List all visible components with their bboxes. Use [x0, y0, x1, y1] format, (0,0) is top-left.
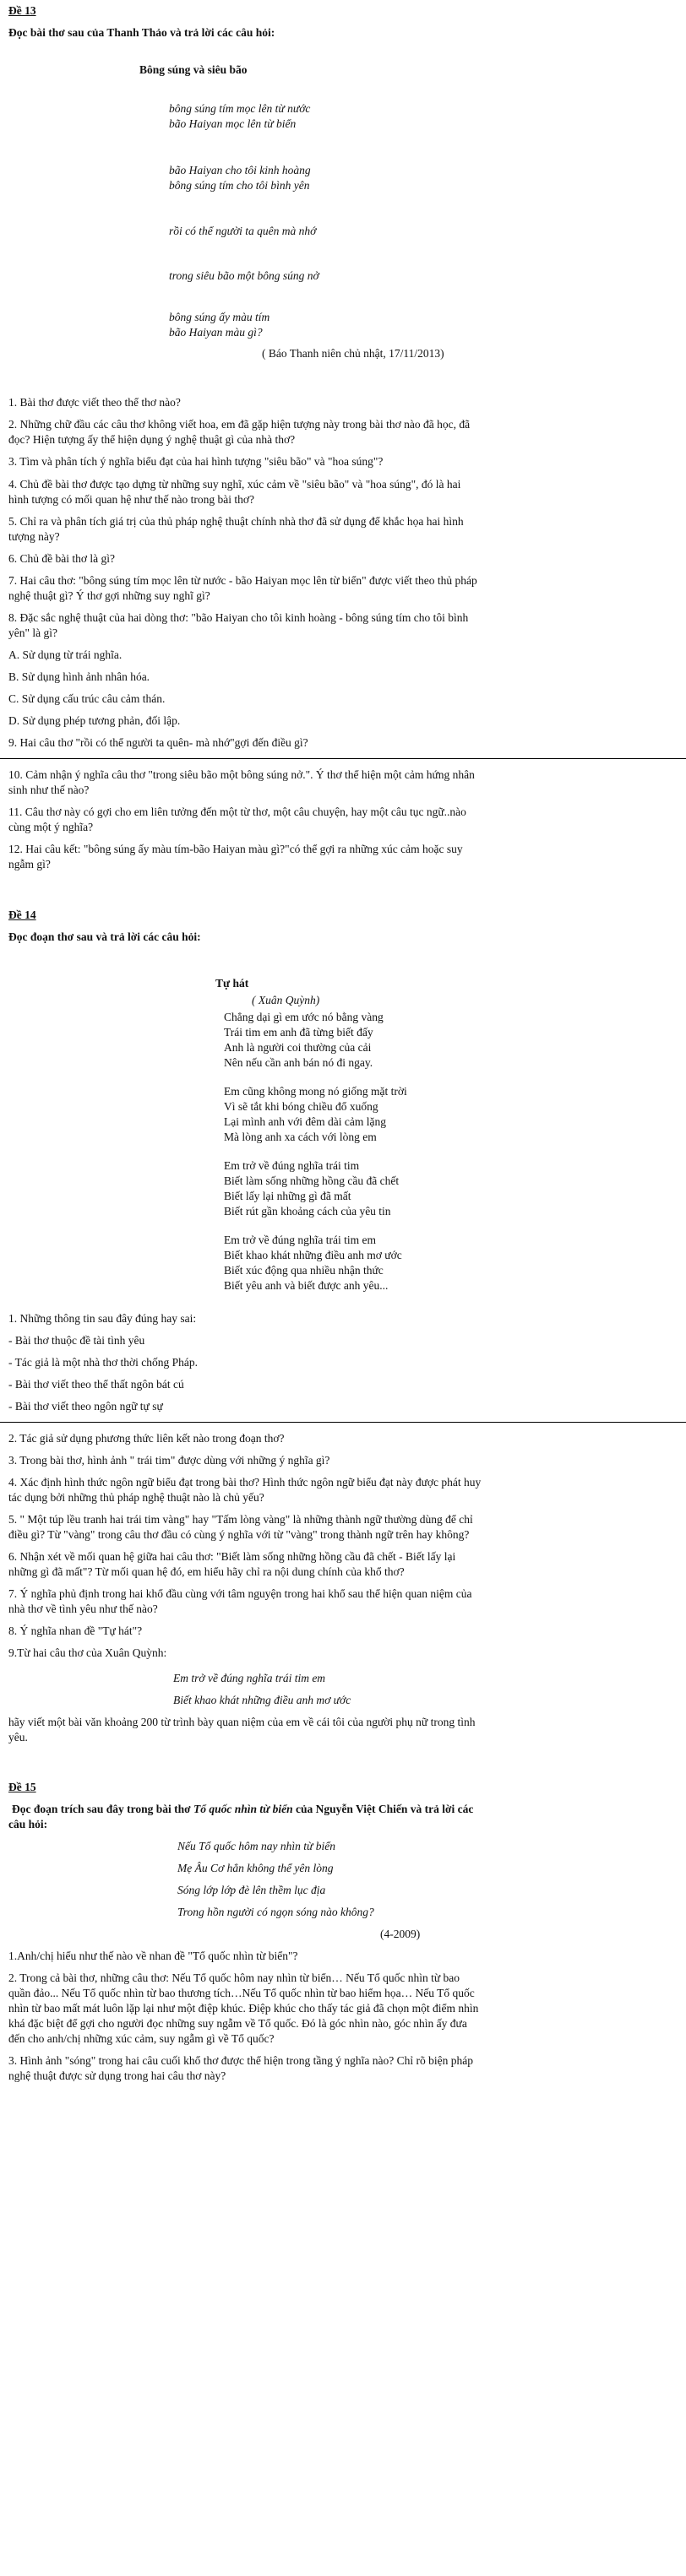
de15-question: khá đặc biệt để gợi cho người đọc những suy ngẫm về Tổ quốc. Đó là góc nhìn nào, góc nhìn ấy đưa [8, 2017, 467, 2030]
de15-question: đến cho anh/chị những xúc cảm, suy ngẫm gì về Tổ quốc? [8, 2032, 275, 2045]
de14-poem-line: Em trở về đúng nghĩa trái tim em [224, 1234, 376, 1246]
de15-poem-line: Trong hồn người có ngọn sóng nào không? [177, 1906, 374, 1918]
de14-question: 2. Tác giả sử dụng phương thức liên kết nào trong đoạn thơ? [8, 1432, 285, 1445]
de13-question: 2. Những chữ đầu các câu thơ không viết hoa, em đã gặp hiện tượng này trong bài thơ nào đã học, đã [8, 418, 471, 431]
de14-question: 8. Ý nghĩa nhan đề "Tự hát"? [8, 1624, 143, 1637]
de14-poem-line: Biết yêu anh và biết được anh yêu... [224, 1279, 389, 1292]
de14-title: Đề 14 [8, 908, 36, 921]
de13-question: 3. Tìm và phân tích ý nghĩa biểu đạt của hai hình tượng "siêu bão" và "hoa súng"? [8, 455, 384, 468]
de13-poem-title: Bông súng và siêu bão [139, 63, 248, 76]
de14-question: 4. Xác định hình thức ngôn ngữ biểu đạt trong bài thơ? Hình thức ngôn ngữ biểu đạt này được phát huy [8, 1476, 482, 1489]
de13-question: 5. Chỉ ra và phân tích giá trị của thủ pháp nghệ thuật chính nhà thơ đã sử dụng để khắc họa hai hình [8, 515, 464, 528]
de14-question: 9.Từ hai câu thơ của Xuân Quỳnh: [8, 1646, 167, 1659]
de13-option: B. Sử dụng hình ảnh nhân hóa. [8, 670, 150, 683]
de13-question: hình tượng có mối quan hệ như thế nào trong bài thơ? [8, 493, 254, 506]
de14-poem-line: Lại mình anh với đêm dài cảm lặng [224, 1115, 386, 1128]
de14-closing: yêu. [8, 1731, 28, 1744]
de14-question: 5. " Một túp lều tranh hai trái tim vàng" hay "Tấm lòng vàng" là những thành ngữ thường dùng để chỉ [8, 1513, 473, 1526]
de14-poem-line: Chẳng dại gì em ước nó bằng vàng [224, 1011, 384, 1023]
de14-quote-line: Biết khao khát những điều anh mơ ước [173, 1694, 351, 1706]
de13-question: 10. Cảm nhận ý nghĩa câu thơ "trong siêu bão một bông súng nở.". Ý thơ thể hiện một cảm hứng nhân [8, 768, 475, 781]
de14-poem-title: Tự hát [215, 977, 249, 990]
de13-question: 7. Hai câu thơ: "bông súng tím mọc lên từ nước - bão Haiyan mọc lên từ biển" được viết theo thủ pháp [8, 574, 477, 587]
de15-poem-line: Mẹ Âu Cơ hẳn không thể yên lòng [177, 1862, 334, 1874]
de14-poem-line: Biết khao khát những điều anh mơ ước [224, 1249, 402, 1261]
de15-question: nhìn từ bao mất mát luôn lặp lại như một điệp khúc. Điệp khúc cho thấy tác giả đã chọn một điểm nhìn [8, 2002, 479, 2015]
de15-instruction-cont: câu hỏi: [8, 1818, 48, 1830]
de15-instruction: Đọc đoạn trích sau đây trong bài thơ Tổ quốc nhìn từ biển của Nguyễn Việt Chiến và trả lời các [12, 1803, 474, 1815]
de15-poem-line: Sóng lớp lớp đè lên thềm lục địa [177, 1884, 326, 1896]
de13-question: sinh như thế nào? [8, 784, 90, 796]
de15-question: quần đảo... Nếu Tổ quốc nhìn từ bao thương tích…Nếu Tổ quốc nhìn từ bao hiểm họa… Nếu Tổ quốc [8, 1987, 475, 1999]
de15-question: 1.Anh/chị hiểu như thế nào về nhan đề "Tổ quốc nhìn từ biển"? [8, 1950, 298, 1962]
de13-poem-line: bão Haiyan mọc lên từ biển [169, 117, 297, 130]
de14-question: 1. Những thông tin sau đây đúng hay sai: [8, 1312, 197, 1325]
de14-statement: - Bài thơ viết theo thể thất ngôn bát cú [8, 1378, 184, 1391]
de13-question: 4. Chủ đề bài thơ được tạo dựng từ những suy nghĩ, xúc cảm về "siêu bão" và "hoa súng", đó là hai [8, 478, 461, 491]
de13-poem-line: bông súng tím mọc lên từ nước [169, 102, 311, 115]
de13-source: ( Báo Thanh niên chủ nhật, 17/11/2013) [262, 347, 444, 360]
de13-question: nghệ thuật gì? Ý thơ gợi những suy nghĩ gì? [8, 589, 210, 602]
de14-question: điều gì? Từ "vàng" trong câu thơ đầu có cùng ý nghĩa với từ "vàng" trong thành ngữ trên hay không? [8, 1528, 470, 1541]
de15-title: Đề 15 [8, 1781, 36, 1793]
de13-option: D. Sử dụng phép tương phản, đối lập. [8, 714, 181, 727]
de14-poem-line: Em cũng không mong nó giống mặt trời [224, 1085, 407, 1098]
de13-question: 6. Chủ đề bài thơ là gì? [8, 552, 115, 565]
de13-poem-line: bão Haiyan màu gì? [169, 326, 263, 339]
de13-question: cùng một ý nghĩa? [8, 821, 94, 833]
de13-question: tượng này? [8, 530, 60, 543]
de14-poem-line: Vì sẽ tắt khi bóng chiều đổ xuống [224, 1100, 378, 1113]
de14-poem-line: Em trở về đúng nghĩa trái tim [224, 1159, 360, 1172]
de14-instruction: Đọc đoạn thơ sau và trả lời các câu hỏi: [8, 930, 201, 943]
de14-poem-line: Mà lòng anh xa cách với lòng em [224, 1131, 377, 1143]
de13-question: 1. Bài thơ được viết theo thể thơ nào? [8, 396, 181, 409]
de13-poem-line: rồi có thể người ta quên mà nhớ [169, 225, 317, 237]
de14-poem-line: Biết rút gần khoảng cách của yêu tin [224, 1205, 391, 1217]
de14-question: những gì đã mất"? Từ mối quan hệ đó, em hiểu hãy chỉ ra nội dung chính của khổ thơ? [8, 1565, 405, 1578]
de14-statement: - Bài thơ viết theo ngôn ngữ tự sự [8, 1400, 163, 1413]
de13-title: Đề 13 [8, 4, 36, 17]
de15-question: 3. Hình ảnh "sóng" trong hai câu cuối khổ thơ được thể hiện trong tầng ý nghĩa nào? Chỉ rõ biện pháp [8, 2054, 474, 2067]
de13-option: A. Sử dụng từ trái nghĩa. [8, 648, 122, 661]
de13-question: 12. Hai câu kết: "bông súng ấy màu tím-bão Haiyan màu gì?"có thể gợi ra những xúc cảm hoặc suy [8, 843, 463, 855]
de13-question: yên" là gì? [8, 626, 57, 639]
de13-instruction: Đọc bài thơ sau của Thanh Thảo và trả lời các câu hỏi: [8, 26, 275, 39]
de13-question: 11. Câu thơ này có gợi cho em liên tưởng đến một từ thơ, một câu chuyện, hay một câu tục ngữ..nào [8, 805, 466, 818]
de14-poem-line: Anh là người coi thường của cải [224, 1041, 372, 1054]
de14-question: 3. Trong bài thơ, hình ảnh " trái tim" được dùng với những ý nghĩa gì? [8, 1454, 330, 1467]
de14-poem-line: Trái tim em anh đã từng biết đấy [224, 1026, 373, 1039]
de14-poem-line: Biết xúc động qua nhiều nhận thức [224, 1264, 384, 1277]
de14-quote-line: Em trở về đúng nghĩa trái tim em [173, 1672, 326, 1684]
de13-poem-line: bông súng ấy màu tím [169, 311, 270, 323]
de14-poem-line: Biết làm sống những hồng cầu đã chết [224, 1174, 400, 1187]
de15-date: (4-2009) [380, 1928, 421, 1940]
de15-question: nghệ thuật được sử dụng trong hai câu thơ này? [8, 2069, 226, 2082]
de14-question: 6. Nhận xét về mối quan hệ giữa hai câu thơ: "Biết làm sống những hồng cầu đã chết - Biết lấy lại [8, 1550, 456, 1563]
de13-poem-line: bông súng tím cho tôi bình yên [169, 179, 310, 192]
de14-question: nhà thơ về tình yêu như thế nào? [8, 1603, 158, 1615]
de14-closing: hãy viết một bài văn khoảng 200 từ trình bày quan niệm của em về cái tôi của người phụ nữ trong tình [8, 1716, 476, 1728]
de15-question: 2. Trong cả bài thơ, những câu thơ: Nếu Tổ quốc hôm nay nhìn từ biển… Nếu Tổ quốc nhìn từ bao [8, 1971, 460, 1984]
divider [0, 758, 686, 759]
de13-question: đọc? Hiện tượng ấy thể hiện dụng ý nghệ thuật gì của nhà thơ? [8, 433, 296, 446]
de14-poem-line: Biết lấy lại những gì đã mất [224, 1190, 351, 1202]
de14-question: tác dụng bởi những thủ pháp nghệ thuật nào là chủ yếu? [8, 1491, 264, 1504]
divider [0, 1422, 686, 1423]
de15-poem-line: Nếu Tổ quốc hôm nay nhìn từ biển [177, 1840, 335, 1852]
de13-question: ngẫm gì? [8, 858, 51, 870]
de13-poem-line: trong siêu bão một bông súng nở [169, 269, 319, 282]
de13-poem-line: bão Haiyan cho tôi kinh hoàng [169, 164, 311, 176]
de13-question: 9. Hai câu thơ "rồi có thể người ta quên- mà nhớ"gợi đến điều gì? [8, 736, 308, 749]
de13-question: 8. Đặc sắc nghệ thuật của hai dòng thơ: "bão Haiyan cho tôi kinh hoàng - bông súng tím cho tôi bình [8, 611, 469, 624]
de14-statement: - Bài thơ thuộc đề tài tình yêu [8, 1334, 145, 1347]
de14-statement: - Tác giả là một nhà thơ thời chống Pháp. [8, 1356, 198, 1369]
de14-author: ( Xuân Quỳnh) [252, 994, 320, 1006]
de14-question: 7. Ý nghĩa phủ định trong hai khổ đầu cùng với tâm nguyện trong hai khổ sau thể hiện quan niệm của [8, 1587, 472, 1600]
de13-option: C. Sử dụng cấu trúc câu cảm thán. [8, 692, 166, 705]
de14-poem-line: Nên nếu cần anh bán nó đi ngay. [224, 1056, 373, 1069]
